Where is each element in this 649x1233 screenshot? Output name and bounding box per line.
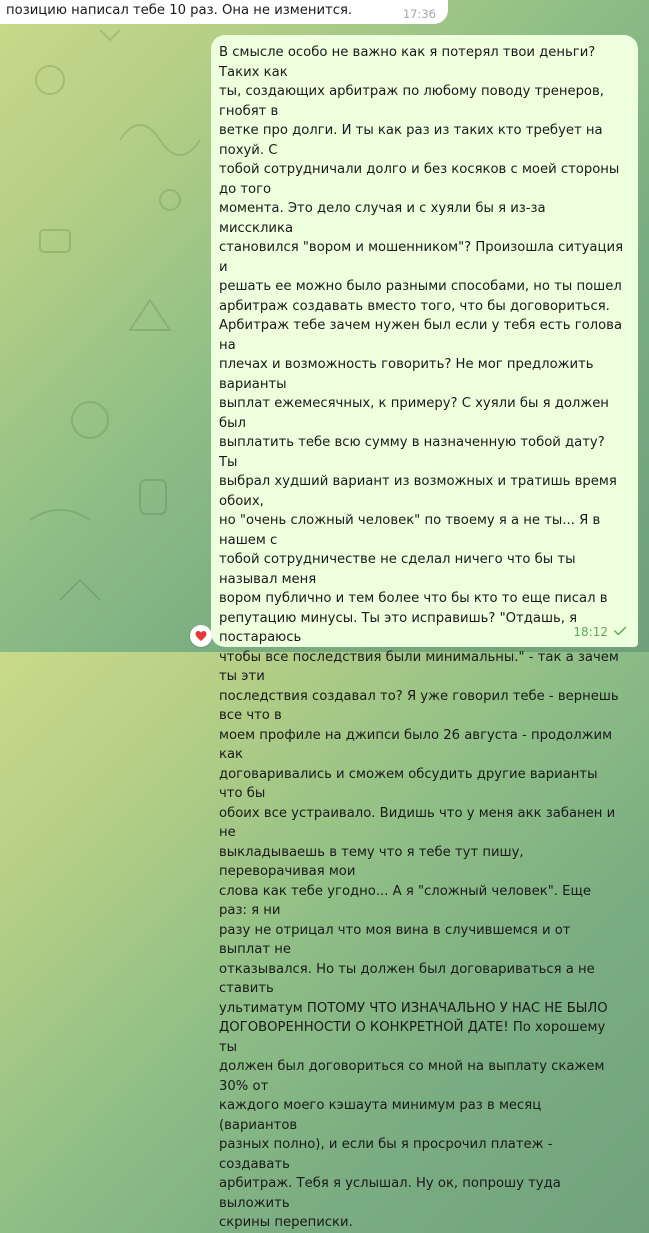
double-check-icon	[614, 622, 628, 641]
incoming-message-bubble[interactable]	[0, 0, 448, 24]
outgoing-message-bubble[interactable]	[211, 35, 638, 1230]
outgoing-message-time: 18:12	[573, 624, 608, 639]
incoming-message-time: 17:36	[402, 7, 436, 21]
outgoing-message-text: В смысле особо не важно как я потерял твои деньги? Таких как ты, создающих арбитраж по любому поводу тренеров, гнобят в ветке про долги. И ты как раз из таких кто требует на похуй. С тобой сотрудничали долго и без косяков с моей стороны до того момента. Это дело случая и с хуяли бы я из-за миссклика становился "вором и мошенником"? Произошла ситуация и решать ее можно было разными способами, но ты пошел арбитраж создавать вместо того, что бы договориться. Арбитраж тебе зачем нужен был если у тебя есть голова на плечах и возможность говорить? Не мог предложить варианты выплат ежемесячных, к примеру? С хуяли бы я должен был выплатить тебе всю сумму в назначенную тобой дату? Ты выбрал худший вариант из возможных и тратишь время обоих, но "очень сложный человек" по твоему я а не ты... Я в нашем с тобой сотрудничестве не сделал ничего что бы ты называл меня вором публично и тем более что бы кто то еще писал в репутацию минусы. Ты это исправишь? "Отдашь, я постараюсь чтобы все последствия были минимальны." - так а зачем ты эти последствия создавал то? Я уже говорил тебе - вернешь все что в моем профиле на джипси было 26 августа - продолжим как договаривались и сможем обсудить другие варианты что бы обоих все устраивало. Видишь что у меня акк забанен и не выкладываешь в тему что я тебе тут пишу, переворачивая мои слова как тебе угодно... А я "сложный человек". Еще раз: я ни разу не отрицал что моя вина в случившемся и от выплат не отказывался. Но ты должен был договариваться а не ставить ультиматум ПОТОМУ ЧТО ИЗНАЧАЛЬНО У НАС НЕ БЫЛО ДОГОВОРЕННОСТИ О КОНКРЕТНОЙ ДАТЕ! По хорошему ты должен был договориться со мной на выплату скажем 30% от каждого моего кэшаута минимум раз в месяц (вариантов разных полно), и если бы я просрочил платеж - создавать арбитраж. Тебя я услышал. Ну ок, попрошу туда выложить скрины переписки.	[219, 45, 623, 1230]
incoming-message-text: позицию написал тебе 10 раз. Она не изменится.	[6, 3, 353, 18]
heart-reaction-button[interactable]	[190, 625, 212, 647]
message-meta	[573, 622, 628, 641]
heart-icon	[195, 627, 207, 646]
